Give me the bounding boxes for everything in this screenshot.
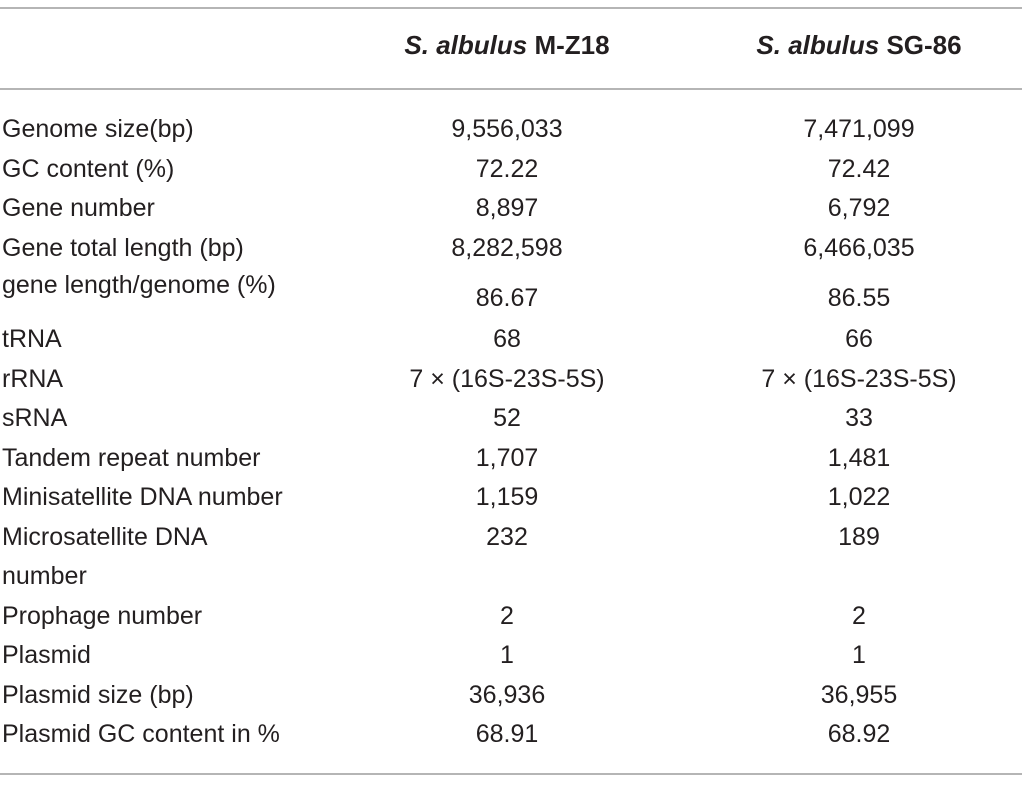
cell-sg-86: 36,955 bbox=[820, 680, 898, 709]
row-label: Plasmid size (bp) bbox=[2, 680, 194, 709]
row-label: GC content (%) bbox=[2, 154, 175, 183]
table-header bbox=[0, 30, 1022, 70]
table-bottom-rule bbox=[0, 773, 1022, 775]
table-row bbox=[0, 189, 1022, 229]
cell-m-z18: 1,159 bbox=[475, 483, 539, 511]
row-label: gene length/genome (%) bbox=[2, 271, 276, 299]
row-label: Prophage number bbox=[2, 601, 203, 630]
table-row bbox=[0, 636, 1022, 676]
column-header-m-z18 bbox=[362, 30, 652, 61]
cell-sg-86: 66 bbox=[845, 325, 873, 353]
table-row bbox=[0, 268, 1022, 320]
row-label: Plasmid bbox=[2, 641, 91, 669]
cell-sg-86: 7,471,099 bbox=[803, 115, 915, 143]
row-label: Gene total length (bp) bbox=[2, 233, 244, 262]
row-label: Microsatellite DNA number bbox=[2, 522, 207, 590]
cell-m-z18: 232 bbox=[486, 522, 528, 551]
row-label: tRNA bbox=[2, 325, 62, 353]
column-header-strain: M-Z18 bbox=[527, 30, 610, 60]
cell-m-z18: 7 × (16S-23S-5S) bbox=[409, 364, 605, 393]
row-label: Plasmid GC content in % bbox=[2, 720, 280, 748]
table-row bbox=[0, 320, 1022, 360]
cell-m-z18: 36,936 bbox=[468, 680, 546, 709]
table-row bbox=[0, 597, 1022, 637]
table-row bbox=[0, 110, 1022, 150]
cell-m-z18: 52 bbox=[493, 404, 521, 432]
table-row bbox=[0, 518, 1022, 597]
cell-sg-86: 33 bbox=[845, 404, 873, 432]
cell-m-z18: 1 bbox=[500, 641, 514, 669]
table-row bbox=[0, 439, 1022, 479]
cell-m-z18: 72.22 bbox=[475, 154, 539, 183]
cell-sg-86: 68.92 bbox=[827, 720, 891, 748]
row-label: Tandem repeat number bbox=[2, 443, 261, 472]
row-label: Gene number bbox=[2, 194, 155, 222]
cell-sg-86: 1,481 bbox=[827, 443, 891, 472]
cell-sg-86: 1 bbox=[852, 641, 866, 669]
row-label: rRNA bbox=[2, 364, 64, 393]
column-header-strain: SG-86 bbox=[879, 30, 962, 60]
cell-m-z18: 8,282,598 bbox=[451, 233, 563, 262]
cell-m-z18: 68 bbox=[493, 325, 521, 353]
row-label: sRNA bbox=[2, 404, 68, 432]
row-label: Genome size(bp) bbox=[2, 115, 194, 143]
table-header-rule bbox=[0, 88, 1022, 90]
cell-sg-86: 86.55 bbox=[827, 284, 891, 312]
table-body bbox=[0, 110, 1022, 755]
row-label: Minisatellite DNA number bbox=[2, 483, 283, 511]
cell-sg-86: 7 × (16S-23S-5S) bbox=[761, 364, 957, 393]
table-row bbox=[0, 715, 1022, 755]
table-row bbox=[0, 676, 1022, 716]
cell-sg-86: 6,466,035 bbox=[803, 233, 915, 262]
cell-sg-86: 1,022 bbox=[827, 483, 891, 511]
table-row bbox=[0, 150, 1022, 190]
cell-m-z18: 9,556,033 bbox=[451, 115, 563, 143]
table-row bbox=[0, 229, 1022, 269]
cell-sg-86: 72.42 bbox=[827, 154, 891, 183]
cell-m-z18: 86.67 bbox=[475, 284, 539, 312]
cell-m-z18: 2 bbox=[500, 601, 514, 630]
table-row bbox=[0, 399, 1022, 439]
cell-m-z18: 8,897 bbox=[475, 194, 539, 222]
cell-sg-86: 189 bbox=[838, 522, 880, 551]
cell-sg-86: 2 bbox=[852, 601, 866, 630]
cell-sg-86: 6,792 bbox=[827, 194, 891, 222]
table-row bbox=[0, 478, 1022, 518]
column-header-species: S. albulus bbox=[756, 30, 880, 60]
cell-m-z18: 1,707 bbox=[475, 443, 539, 472]
table-top-rule bbox=[0, 7, 1022, 9]
cell-m-z18: 68.91 bbox=[475, 720, 539, 748]
table-row bbox=[0, 360, 1022, 400]
column-header-species: S. albulus bbox=[404, 30, 528, 60]
column-header-sg-86 bbox=[714, 30, 1004, 61]
